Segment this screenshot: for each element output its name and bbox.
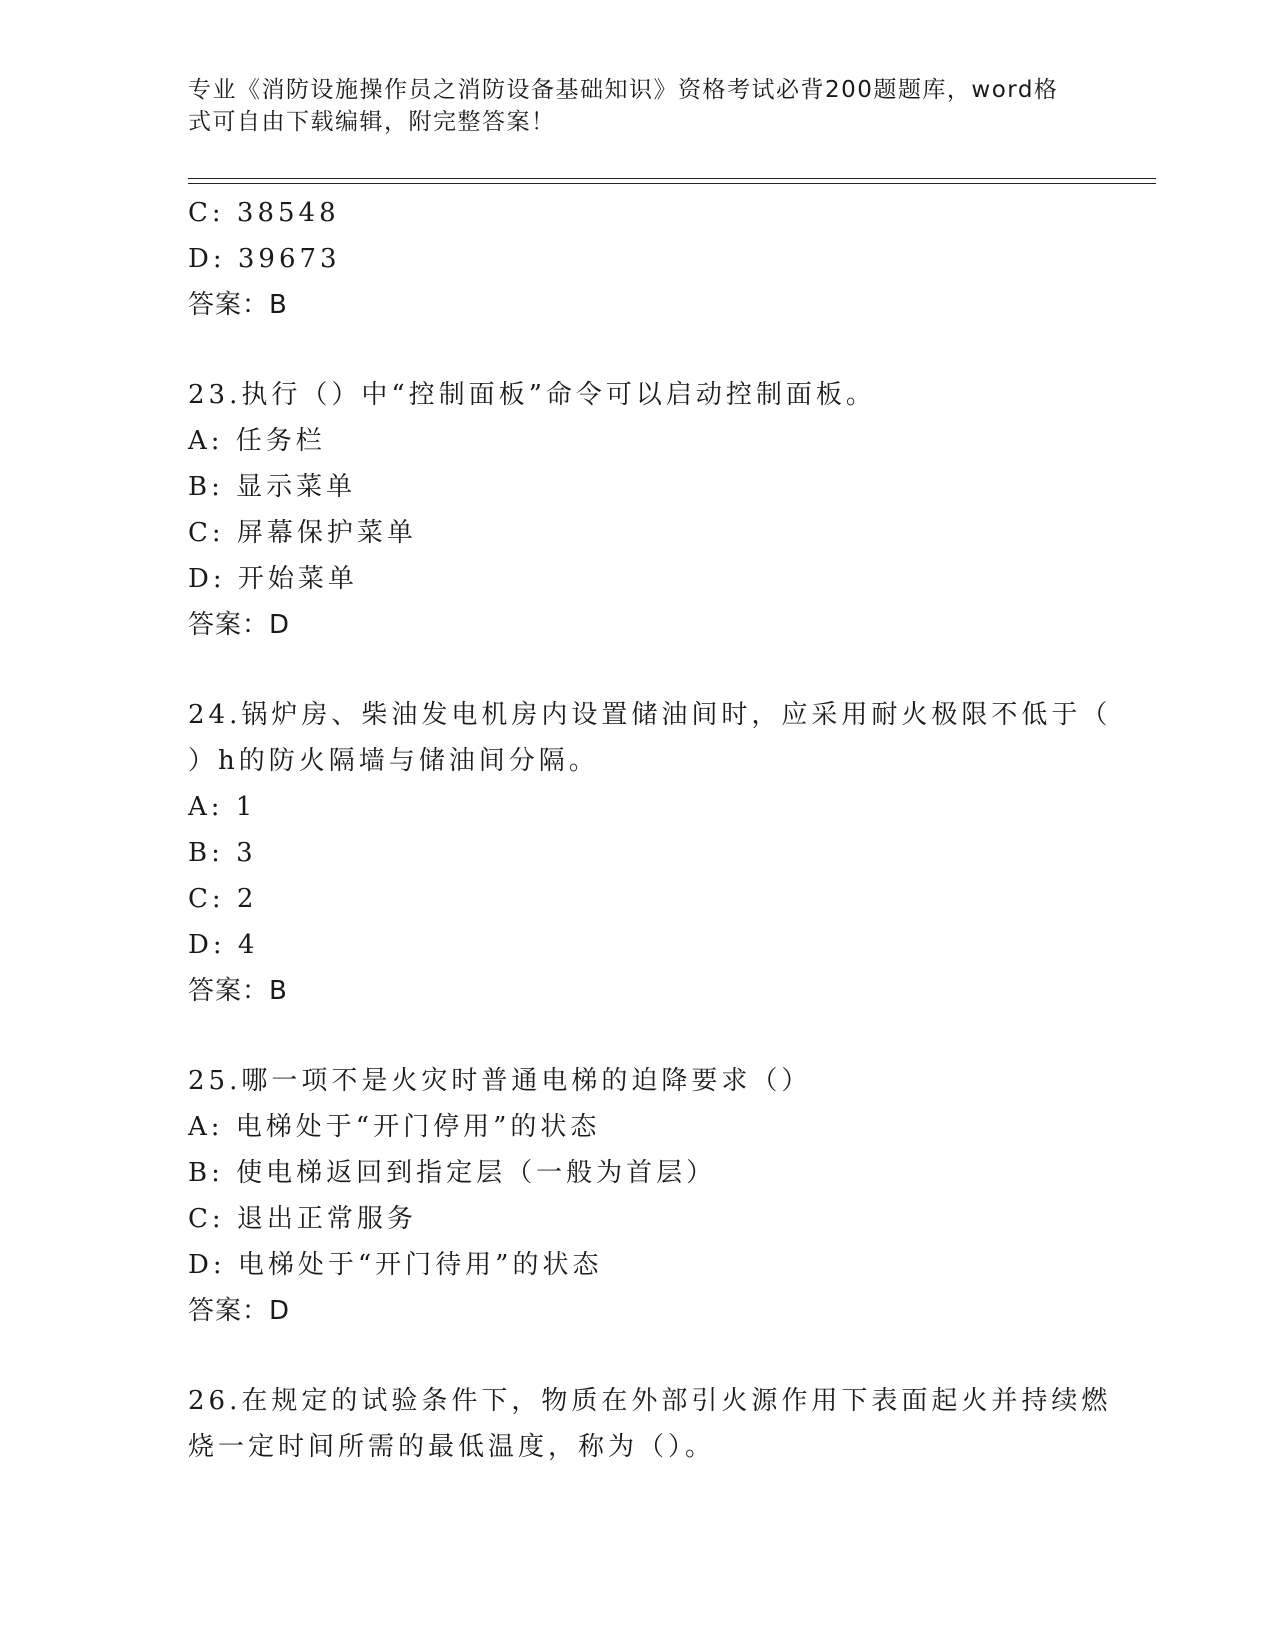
question-25-answer: 答案：D (188, 1296, 291, 1326)
header-rule-bottom (188, 183, 1156, 184)
question-23-answer: 答案：D (188, 610, 291, 640)
question-24-option-d: D: 4 (188, 930, 259, 960)
question-24-text-line-1: 24.锅炉房、柴油发电机房内设置储油间时，应采用耐火极限不低于（ (188, 700, 1112, 730)
question-24-text-line-2: ）h的防火隔墙与储油间分隔。 (188, 746, 599, 776)
question-23-option-c: C: 屏幕保护菜单 (188, 518, 417, 548)
answer-line: 答案：B (188, 290, 288, 320)
question-23-text: 23.执行（）中“控制面板”命令可以启动控制面板。 (188, 380, 876, 410)
question-25-option-a: A: 电梯处于“开门停用”的状态 (188, 1112, 601, 1142)
question-24-option-c: C: 2 (188, 884, 258, 914)
question-26-text-line-2: 烧一定时间所需的最低温度，称为（）。 (188, 1432, 716, 1462)
header-line-2: 式可自由下载编辑，附完整答案！ (188, 109, 556, 135)
question-25-text: 25.哪一项不是火灾时普通电梯的迫降要求（） (188, 1066, 812, 1096)
option-c: C: 38548 (188, 198, 340, 228)
question-25-option-d: D: 电梯处于“开门待用”的状态 (188, 1250, 603, 1280)
header-line-1: 专业《消防设施操作员之消防设备基础知识》资格考试必背200题题库，word格 (188, 77, 1059, 103)
question-24-option-a: A: 1 (188, 792, 257, 822)
question-25-option-c: C: 退出正常服务 (188, 1204, 417, 1234)
question-24-answer: 答案：B (188, 976, 288, 1006)
question-content (188, 190, 1112, 1470)
header-rule-top (188, 178, 1156, 179)
document-header (188, 74, 1088, 138)
question-24-option-b: B: 3 (188, 838, 257, 868)
question-23-option-d: D: 开始菜单 (188, 564, 358, 594)
question-25-option-b: B: 使电梯返回到指定层（一般为首层） (188, 1158, 717, 1188)
question-23-option-a: A: 任务栏 (188, 426, 326, 456)
question-23-option-b: B: 显示菜单 (188, 472, 357, 502)
question-26-text-line-1: 26.在规定的试验条件下，物质在外部引火源作用下表面起火并持续燃 (188, 1386, 1112, 1416)
option-d: D: 39673 (188, 244, 341, 274)
